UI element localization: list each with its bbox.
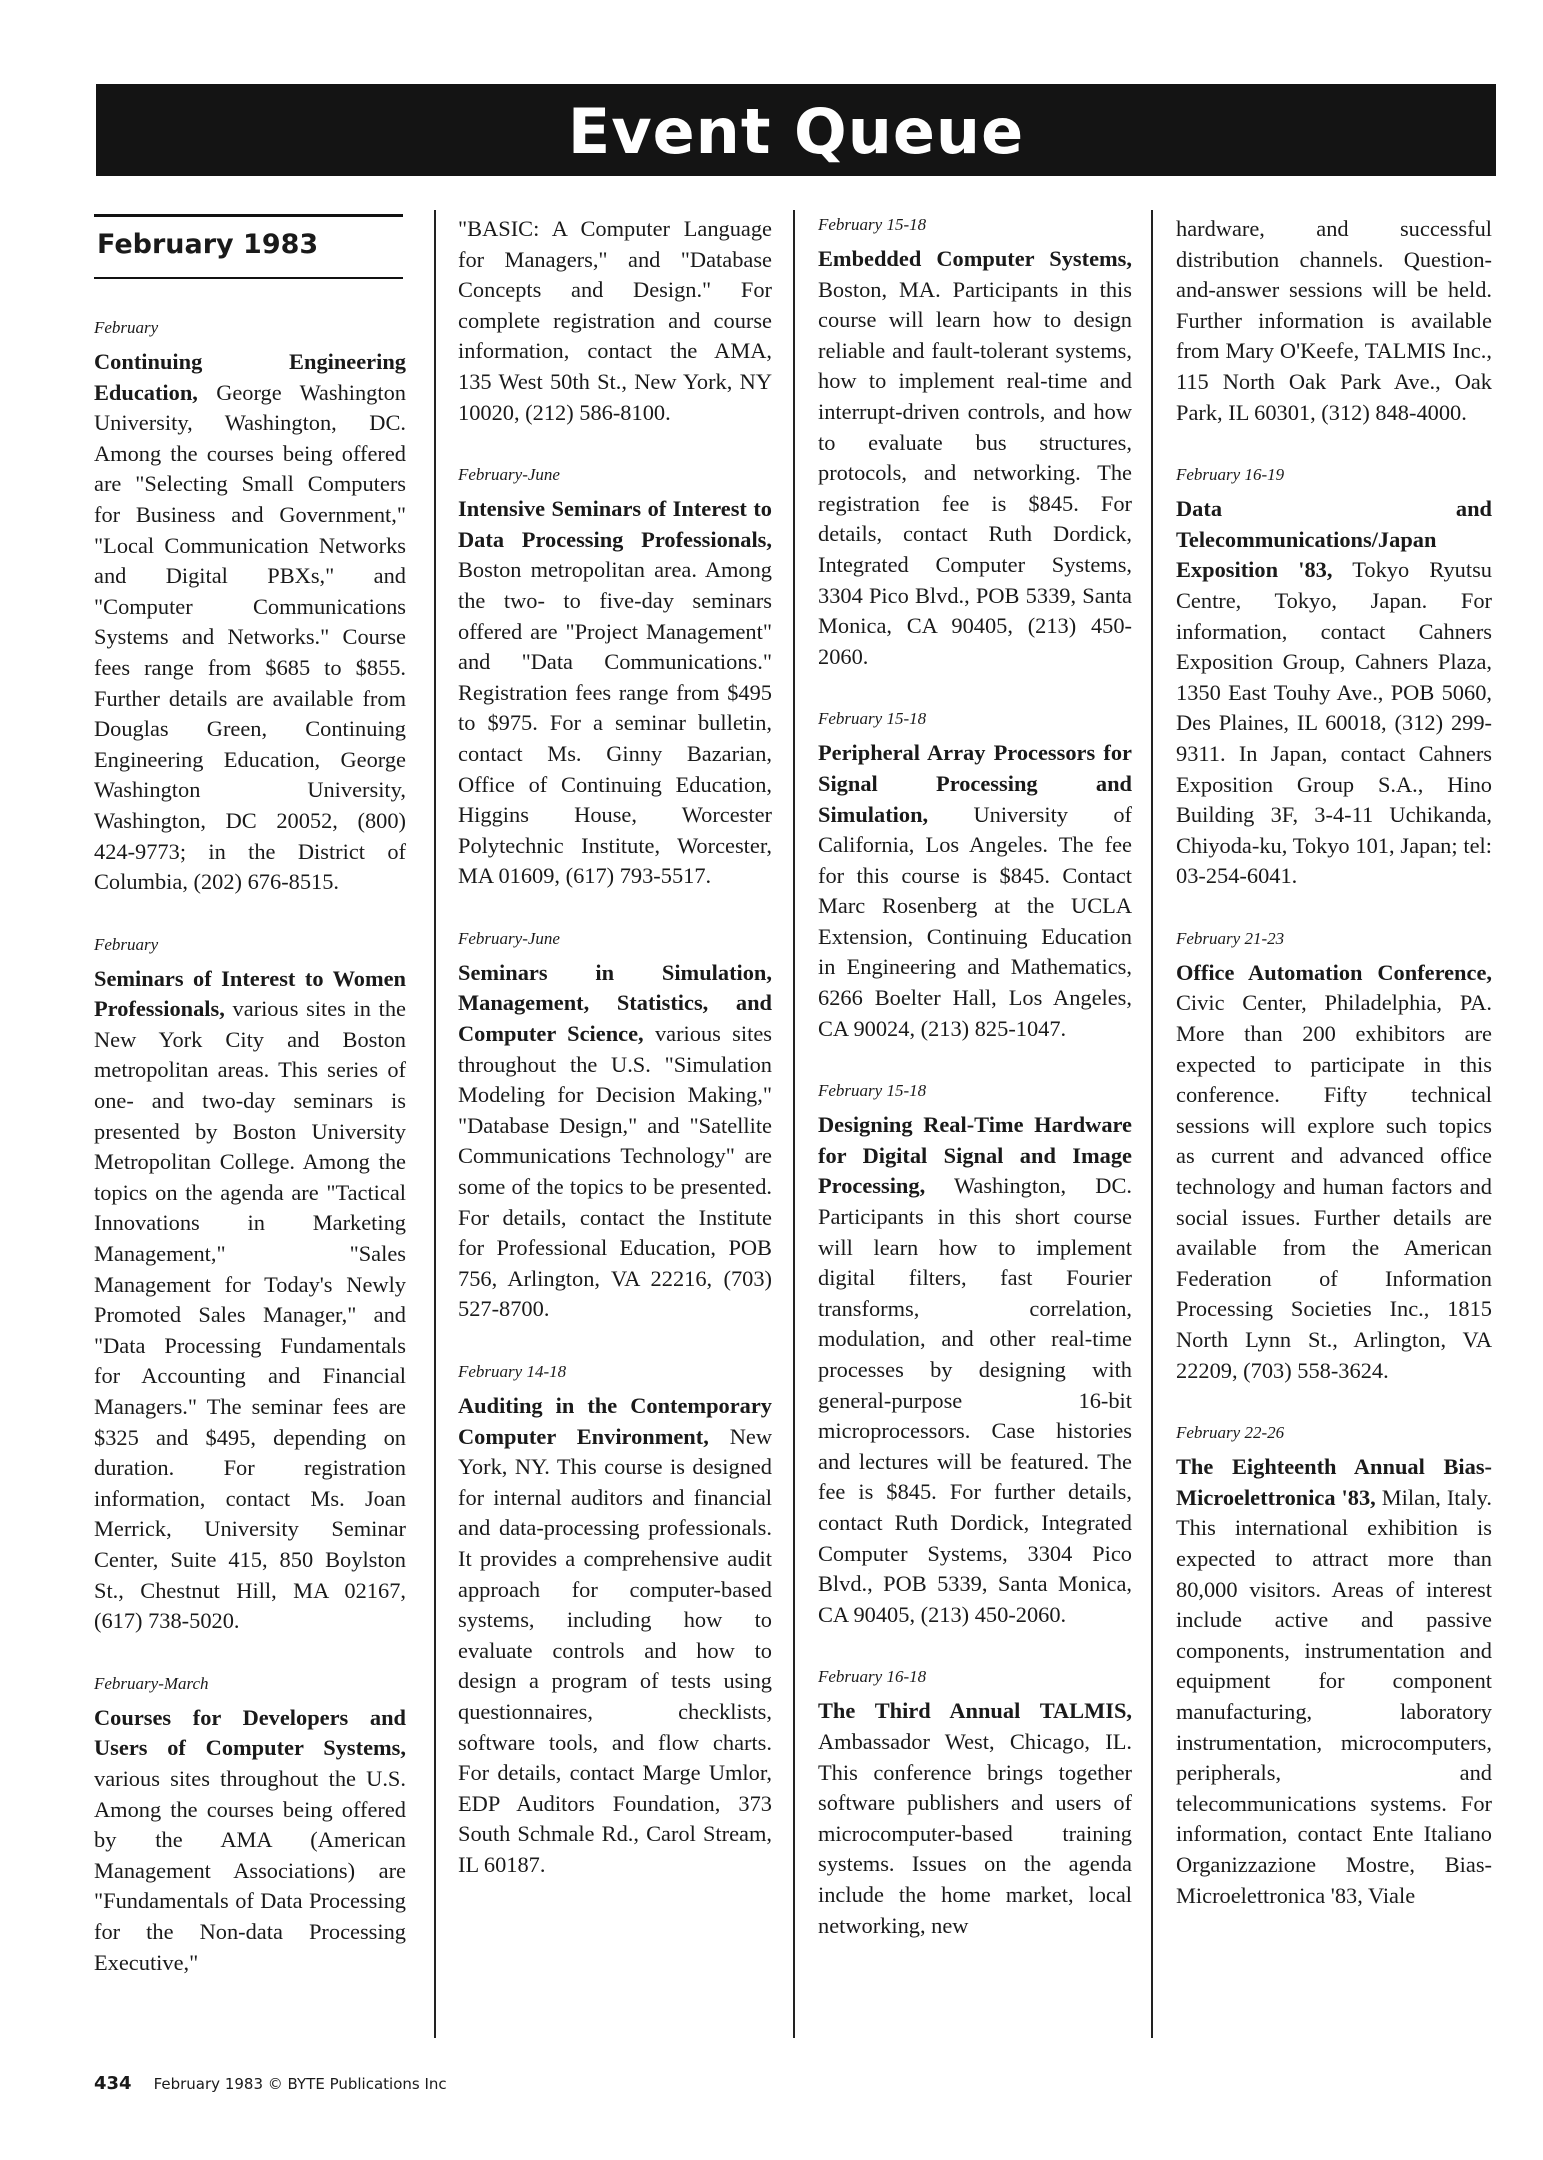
event-title: Intensive Seminars of Interest to Data Processing Professionals, bbox=[458, 496, 772, 552]
event-text bbox=[1176, 1452, 1492, 1911]
event-title: The Eighteenth Annual Bias-Microelettronica '83, bbox=[1176, 1454, 1492, 1510]
event-date: February 22-26 bbox=[1176, 1423, 1285, 1443]
event-entry bbox=[1176, 1422, 1492, 1911]
event-date: February-June bbox=[458, 465, 560, 485]
event-text bbox=[458, 1391, 772, 1881]
event-body: Boston, MA. Participants in this course will learn how to design reliable and fault-tolerant systems, how to implement real-time and interrupt-driven controls, and how to evaluate bus structures, protocols, and networking. The registration fee is $845. For details, contact Ruth Dordick, Integrated Computer Systems, 3304 Pico Blvd., POB 5339, Santa Monica, CA 90405, (213) 450-2060. bbox=[818, 276, 1132, 669]
page-number: 434 bbox=[94, 2073, 132, 2094]
event-date: February 15-18 bbox=[818, 709, 927, 729]
event-body: Ambassador West, Chicago, IL. This conference brings together software publishers and users of microcomputer-based training systems. Issues on the agenda include the home market, local networking, new bbox=[818, 1728, 1132, 1938]
event-entry bbox=[1176, 464, 1492, 892]
event-date: February 14-18 bbox=[458, 1362, 567, 1381]
event-text bbox=[1176, 958, 1492, 1386]
event-date: February-June bbox=[458, 928, 560, 948]
event-title: Auditing in the Contemporary Computer Environment, bbox=[458, 1393, 772, 1449]
event-entry bbox=[1176, 928, 1492, 1386]
event-entry bbox=[94, 1673, 406, 1978]
event-entry bbox=[818, 708, 1132, 1044]
column-divider bbox=[434, 210, 436, 2038]
event-entry bbox=[818, 214, 1132, 672]
event-date: February bbox=[94, 318, 159, 337]
event-title: Continuing Engineering Education, bbox=[94, 349, 406, 405]
event-title: Seminars of Interest to Women Professionals, bbox=[94, 965, 406, 1022]
event-title: Courses for Developers and Users of Computer Systems, bbox=[94, 1704, 406, 1761]
event-body: Civic Center, Philadelphia, PA. More than 200 exhibitors are expected to participate in this conference. Fifty technical sessions will explore such topics as current and advanced office technology and human factors and social issues. Further details are available from the American Federation of Information Processing Societies Inc., 1815 North Lynn St., Arlington, VA 22209, (703) 558-3624. bbox=[1176, 990, 1492, 1383]
page-footer bbox=[94, 2073, 447, 2094]
continuation-text: hardware, and successful distribution channels. Question-and-answer sessions will be held. Further information is available from Mary O'Keefe, TALMIS Inc., 115 North Oak Park Ave., Oak Park, IL 60301, (312) 848-4000. bbox=[1176, 216, 1492, 425]
page-banner bbox=[96, 84, 1496, 176]
event-entry bbox=[818, 1080, 1132, 1630]
event-body: New York, NY. This course is designed for internal auditors and financial and data-processing professionals. It provides a comprehensive audit approach for computer-based systems, including how to evaluate controls and how to design a program of tests using questionnaires, checklists, software tools, and flow charts. For details, contact Marge Umlor, EDP Auditors Foundation, 373 South Schmale Rd., Carol Stream, IL 60187. bbox=[458, 1423, 772, 1877]
event-entry bbox=[94, 317, 406, 898]
event-text bbox=[94, 1703, 406, 1978]
event-title: Office Automation Conference, bbox=[1176, 959, 1492, 985]
event-title: The Third Annual TALMIS, bbox=[818, 1698, 1132, 1724]
event-body: Tokyo Ryutsu Centre, Tokyo, Japan. For information, contact Cahners Exposition Group, Cahners Plaza, 1350 East Touhy Ave., POB 5060, Des Plaines, IL 60018, (312) 299-9311. In Japan, contact Cahners Exposition Group S.A., Hino Building 3F, 3-4-11 Uchikanda, Chiyoda-ku, Tokyo 101, Japan; tel: 03-254-6041. bbox=[1176, 557, 1492, 889]
continuation-text: "BASIC: A Computer Language for Managers," and "Database Concepts and Design." For complete registration and course information, contact the AMA, 135 West 50th St., New York, NY 10020, (212) 586-8100. bbox=[458, 216, 772, 425]
footer-credit: February 1983 © BYTE Publications Inc bbox=[153, 2075, 447, 2093]
event-body: Milan, Italy. This international exhibition is expected to attract more than 80,000 visitors. Areas of interest include active and passive components, instrumentation and equipment for component manufacturing, laboratory instrumentation, microcomputers, peripherals, and telecommunications systems. For information, contact Ente Italiano Organizzazione Mostre, Bias-Microelettronica '83, Viale bbox=[1176, 1484, 1492, 1908]
event-text bbox=[818, 1110, 1132, 1630]
event-text bbox=[818, 1696, 1132, 1941]
event-text bbox=[458, 958, 772, 1325]
event-title: Designing Real-Time Hardware for Digital Signal and Image Processing, bbox=[818, 1112, 1132, 1199]
event-date: February 16-18 bbox=[818, 1667, 927, 1687]
column-2 bbox=[458, 214, 772, 1917]
event-date: February 16-19 bbox=[1176, 465, 1285, 485]
event-entry bbox=[458, 1361, 772, 1881]
event-body: various sites in the New York City and Boston metropolitan areas. This series of one- and two-day seminars is presented by Boston University Metropolitan College. Among the topics on the agenda are "Tactical Innovations in Marketing Management," "Sales Management for Today's Newly Promoted Sales Manager," and "Data Processing Fundamentals for Accounting and Financial Managers." The seminar fees are $325 and $495, depending on duration. For registration information, contact Ms. Joan Merrick, University Seminar Center, Suite 415, 850 Boylston St., Chestnut Hill, MA 02167, (617) 738-5020. bbox=[94, 996, 406, 1634]
event-body: various sites throughout the U.S. Among the courses being offered by the AMA (American Management Associations) are "Fundamentals of Data Processing for the Non-data Processing Executive," bbox=[94, 1765, 406, 1975]
event-date: February 15-18 bbox=[818, 215, 927, 234]
column-divider bbox=[793, 210, 795, 2038]
event-body: Washington, DC. Participants in this short course will learn how to implement digital filters, fast Fourier transforms, correlation, modulation, and other real-time processes by designing with general-purpose 16-bit microprocessors. Case histories and lectures will be featured. The fee is $845. For further details, contact Ruth Dordick, Integrated Computer Systems, 3304 Pico Blvd., POB 5339, Santa Monica, CA 90405, (213) 450-2060. bbox=[818, 1173, 1132, 1627]
event-entry bbox=[458, 928, 772, 1325]
event-entry bbox=[818, 1666, 1132, 1941]
event-text bbox=[1176, 494, 1492, 892]
issue-heading: February 1983 bbox=[94, 214, 403, 279]
event-continuation bbox=[458, 214, 772, 428]
event-text bbox=[94, 964, 406, 1637]
event-title: Embedded Computer Systems, bbox=[818, 246, 1132, 271]
event-text bbox=[458, 494, 772, 892]
event-title: Peripheral Array Processors for Signal Processing and Simulation, bbox=[818, 740, 1132, 827]
event-body: George Washington University, Washington, DC. Among the courses being offered are "Selecting Small Computers for Business and Government," "Local Communication Networks and Digital PBXs," and "Computer Communications Systems and Networks." Course fees range from $685 to $855. Further details are available from Douglas Green, Continuing Engineering Education, George Washington University, Washington, DC 20052, (800) 424-9773; in the District of Columbia, (202) 676-8515. bbox=[94, 379, 406, 895]
column-1 bbox=[94, 214, 406, 2014]
event-body: various sites throughout the U.S. "Simulation Modeling for Decision Making," "Database Design," and "Satellite Communications Technology" are some of the topics to be presented. For details, contact the Institute for Professional Education, POB 756, Arlington, VA 22216, (703) 527-8700. bbox=[458, 1021, 772, 1322]
event-continuation bbox=[1176, 214, 1492, 428]
event-text bbox=[818, 244, 1132, 672]
event-text bbox=[818, 738, 1132, 1044]
event-title: Data and Telecommunications/Japan Exposition '83, bbox=[1176, 496, 1492, 583]
event-title: Seminars in Simulation, Management, Statistics, and Computer Science, bbox=[458, 959, 772, 1047]
event-entry bbox=[458, 464, 772, 892]
column-divider bbox=[1151, 210, 1153, 2038]
event-body: University of California, Los Angeles. The fee for this course is $845. Contact Marc Rosenberg at the UCLA Extension, Continuing Education in Engineering and Mathematics, 6266 Boelter Hall, Los Angeles, CA 90024, (213) 825-1047. bbox=[818, 801, 1132, 1041]
banner-title: Event Queue bbox=[567, 95, 1025, 168]
event-date: February bbox=[94, 934, 159, 954]
event-date: February 21-23 bbox=[1176, 928, 1285, 948]
event-date: February 15-18 bbox=[818, 1081, 927, 1101]
column-3 bbox=[818, 214, 1132, 1977]
event-text bbox=[94, 347, 406, 898]
column-4 bbox=[1176, 214, 1492, 1947]
event-date: February-March bbox=[94, 1673, 209, 1693]
event-entry bbox=[94, 934, 406, 1637]
event-body: Boston metropolitan area. Among the two- to five-day seminars offered are "Project Management" and "Data Communications." Registration fees range from $495 to $975. For a seminar bulletin, contact Ms. Ginny Bazarian, Office of Continuing Education, Higgins House, Worcester Polytechnic Institute, Worcester, MA 01609, (617) 793-5517. bbox=[458, 557, 772, 889]
